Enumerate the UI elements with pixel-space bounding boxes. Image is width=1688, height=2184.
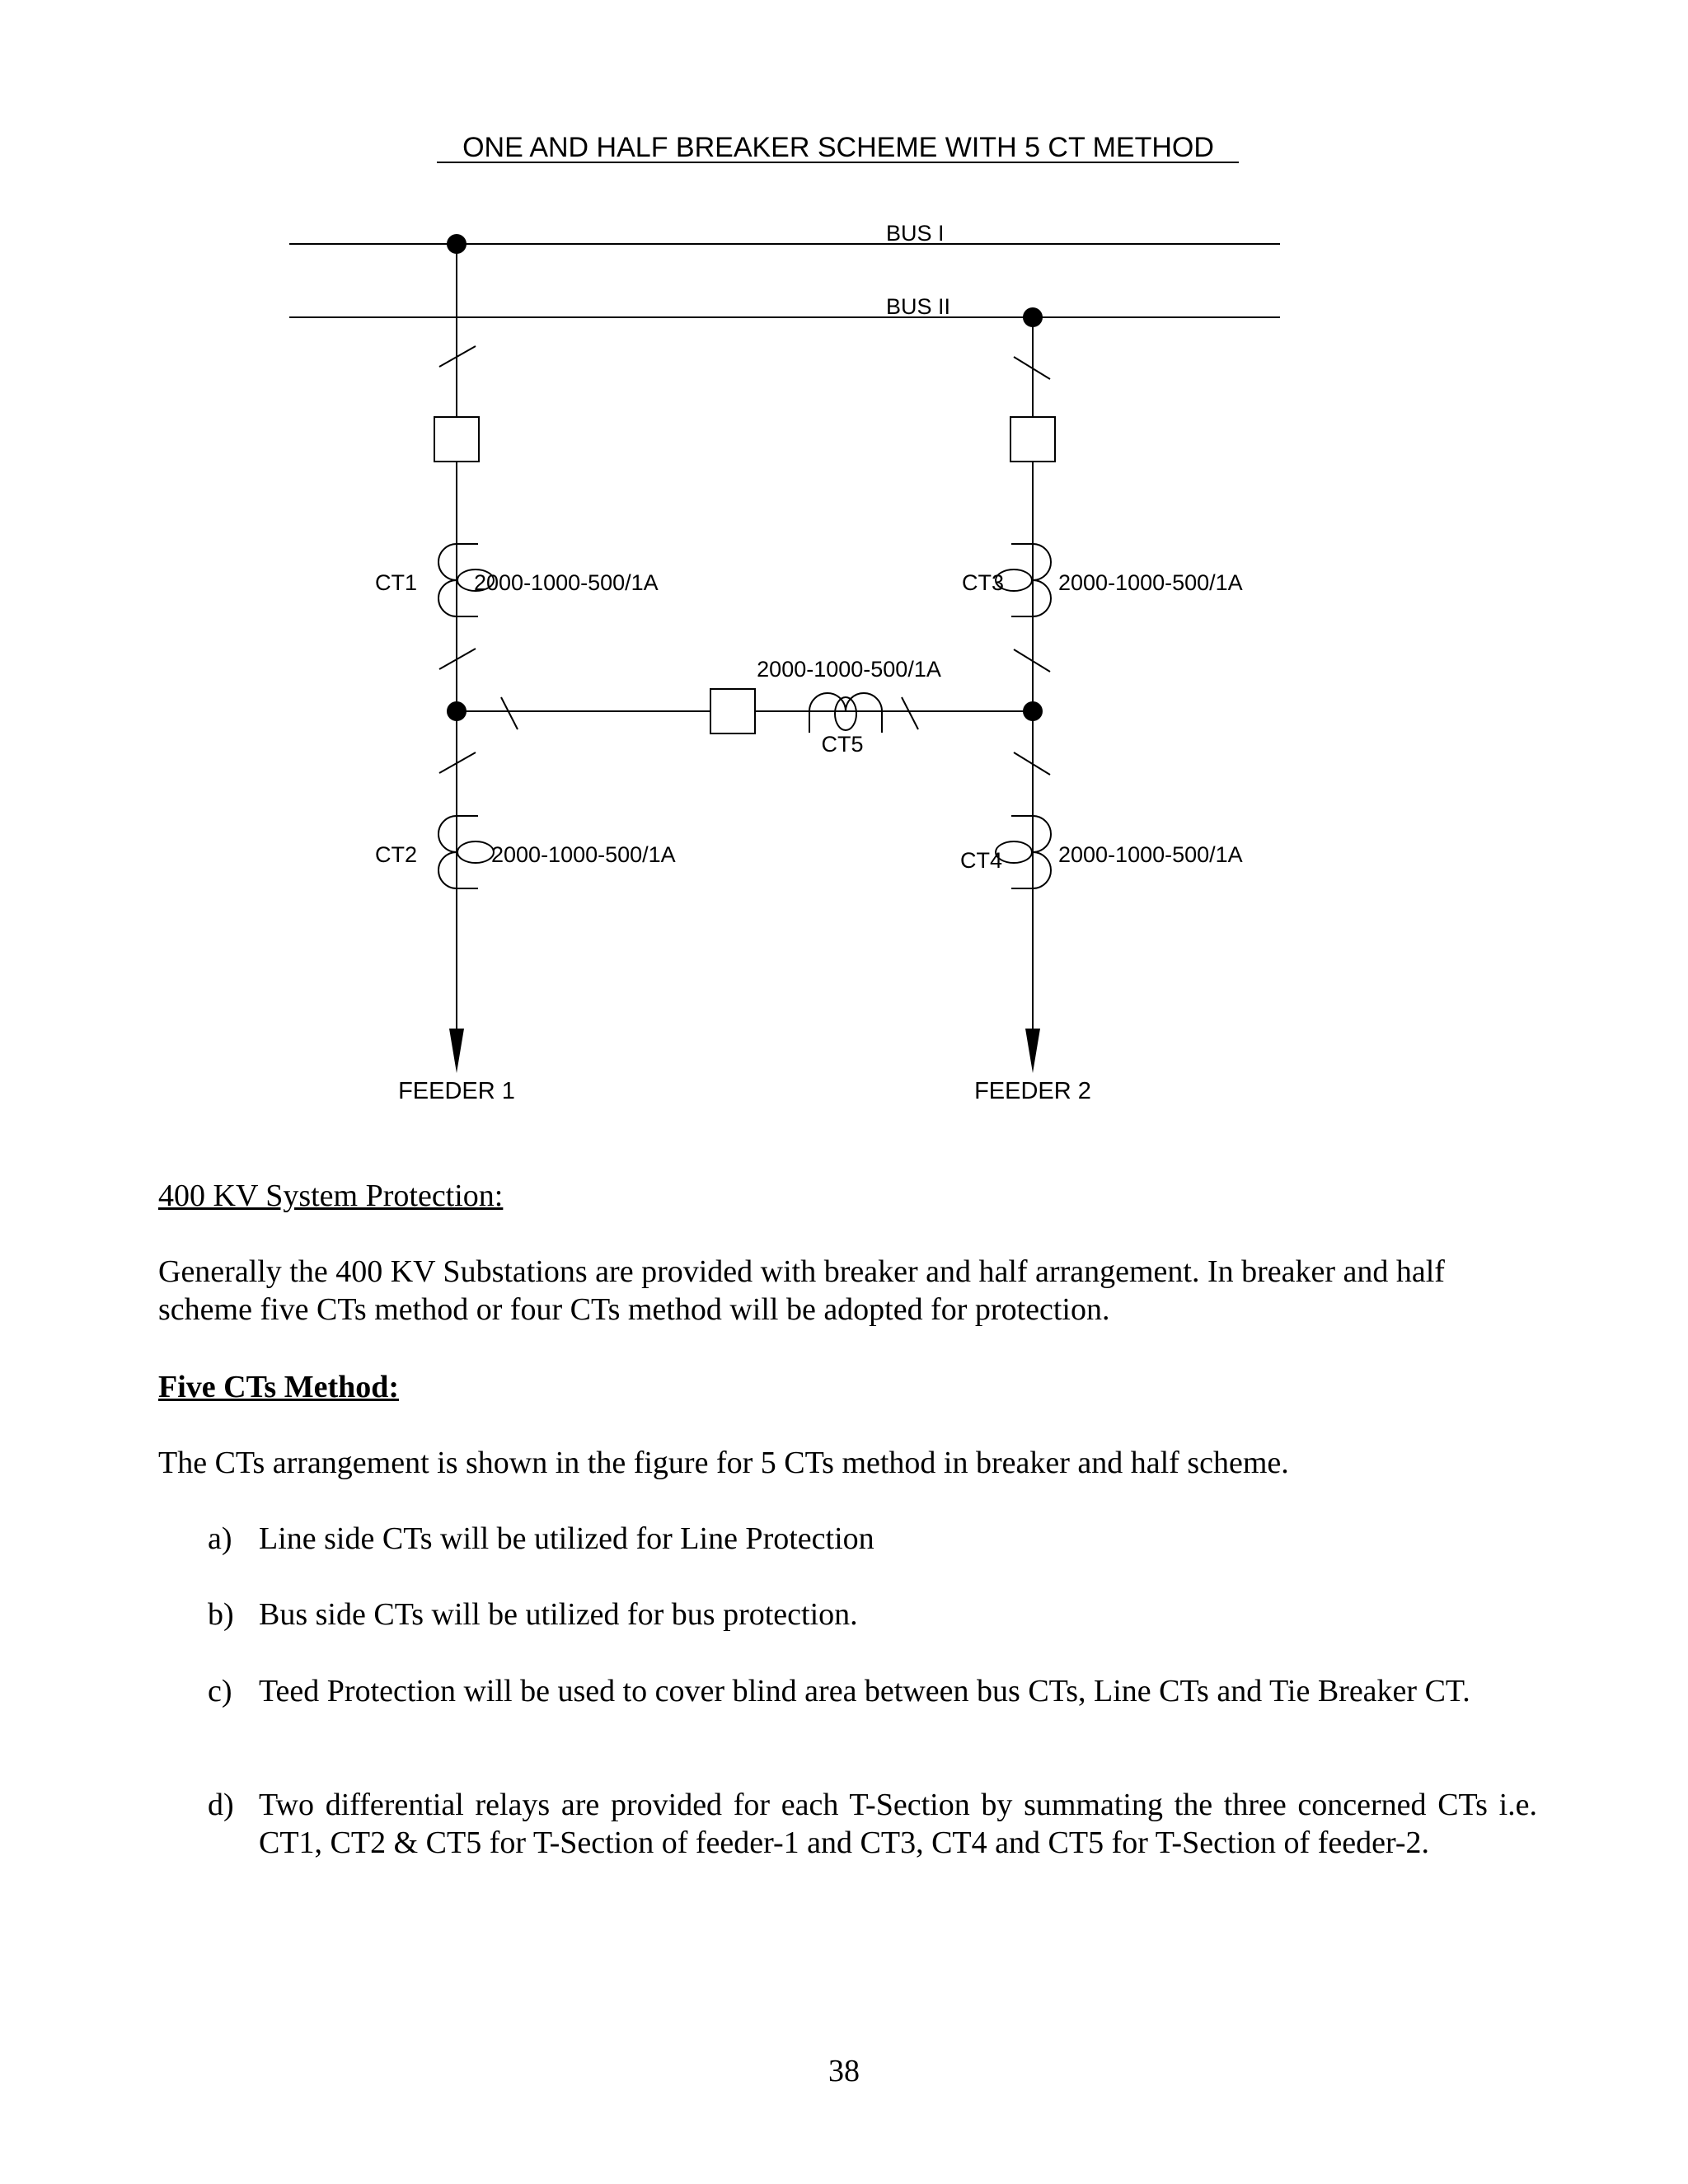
- bus-2-label: BUS II: [886, 294, 951, 319]
- ct4-ratio: 2000-1000-500/1A: [1058, 842, 1243, 867]
- junction-dot-left-tee: [447, 701, 467, 721]
- ct5-ratio: 2000-1000-500/1A: [757, 657, 941, 682]
- ct4-symbol: [996, 816, 1051, 888]
- list-item-text: Bus side CTs will be utilized for bus protection.: [259, 1597, 858, 1632]
- list-item-text: Teed Protection will be used to cover blind area between bus CTs, Line CTs and Tie Breaker CT.: [259, 1674, 1470, 1708]
- ct1-ratio: 2000-1000-500/1A: [474, 570, 659, 595]
- list-item: [208, 1596, 1537, 1633]
- list-item: [208, 1520, 1537, 1558]
- method-title: Five CTs Method:: [158, 1370, 400, 1404]
- feeder-2-label: FEEDER 2: [974, 1078, 1091, 1104]
- isolator-tie-right: [902, 697, 918, 729]
- ct2-symbol: [438, 816, 494, 888]
- ct2-label: CT2: [375, 842, 418, 867]
- bus-1-label: BUS I: [886, 221, 945, 246]
- breaker-left: [434, 417, 479, 462]
- breaker-tie: [710, 689, 755, 733]
- ct4-label: CT4: [960, 848, 1003, 873]
- feeder-1-arrow: [449, 1029, 464, 1073]
- ct5-label: CT5: [821, 732, 864, 757]
- ct3-label: CT3: [962, 570, 1005, 595]
- ct2-ratio: 2000-1000-500/1A: [491, 842, 676, 867]
- method-description: The CTs arrangement is shown in the figure for 5 CTs method in breaker and half scheme.: [158, 1446, 1289, 1480]
- list-item-text: Two differential relays are provided for each T-Section by summating the three concerned CTs i.e. CT1, CT2 & CT5 for T-Section of feeder-1 and CT3, CT4 and CT5 for T-Section of feeder-2.: [259, 1788, 1537, 1860]
- list-item: [208, 1786, 1537, 1862]
- ct5-symbol: [809, 693, 882, 733]
- list-marker: d): [208, 1788, 234, 1822]
- list-item-text: Line side CTs will be utilized for Line Protection: [259, 1521, 874, 1556]
- ct3-ratio: 2000-1000-500/1A: [1058, 570, 1243, 595]
- page-number: 38: [828, 2054, 860, 2088]
- breaker-right: [1010, 417, 1055, 462]
- junction-dot-bus1: [447, 234, 467, 254]
- ct1-label: CT1: [375, 570, 418, 595]
- diagram-title: ONE AND HALF BREAKER SCHEME WITH 5 CT METHOD: [462, 132, 1214, 163]
- intro-paragraph: Generally the 400 KV Substations are provided with breaker and half arrangement. In breaker and half scheme five CTs method or four CTs method will be adopted for protection.: [158, 1254, 1445, 1327]
- isolator-tie-left: [501, 697, 518, 729]
- feeder-2-arrow: [1025, 1029, 1040, 1073]
- junction-dot-bus2: [1023, 307, 1043, 327]
- section-title: 400 KV System Protection:: [158, 1179, 504, 1213]
- list-marker: a): [208, 1521, 232, 1556]
- list-marker: b): [208, 1597, 234, 1632]
- junction-dot-right-tee: [1023, 701, 1043, 721]
- list-item: [208, 1672, 1537, 1710]
- ct3-symbol: [996, 544, 1051, 616]
- feeder-1-label: FEEDER 1: [398, 1078, 515, 1104]
- list-marker: c): [208, 1674, 232, 1708]
